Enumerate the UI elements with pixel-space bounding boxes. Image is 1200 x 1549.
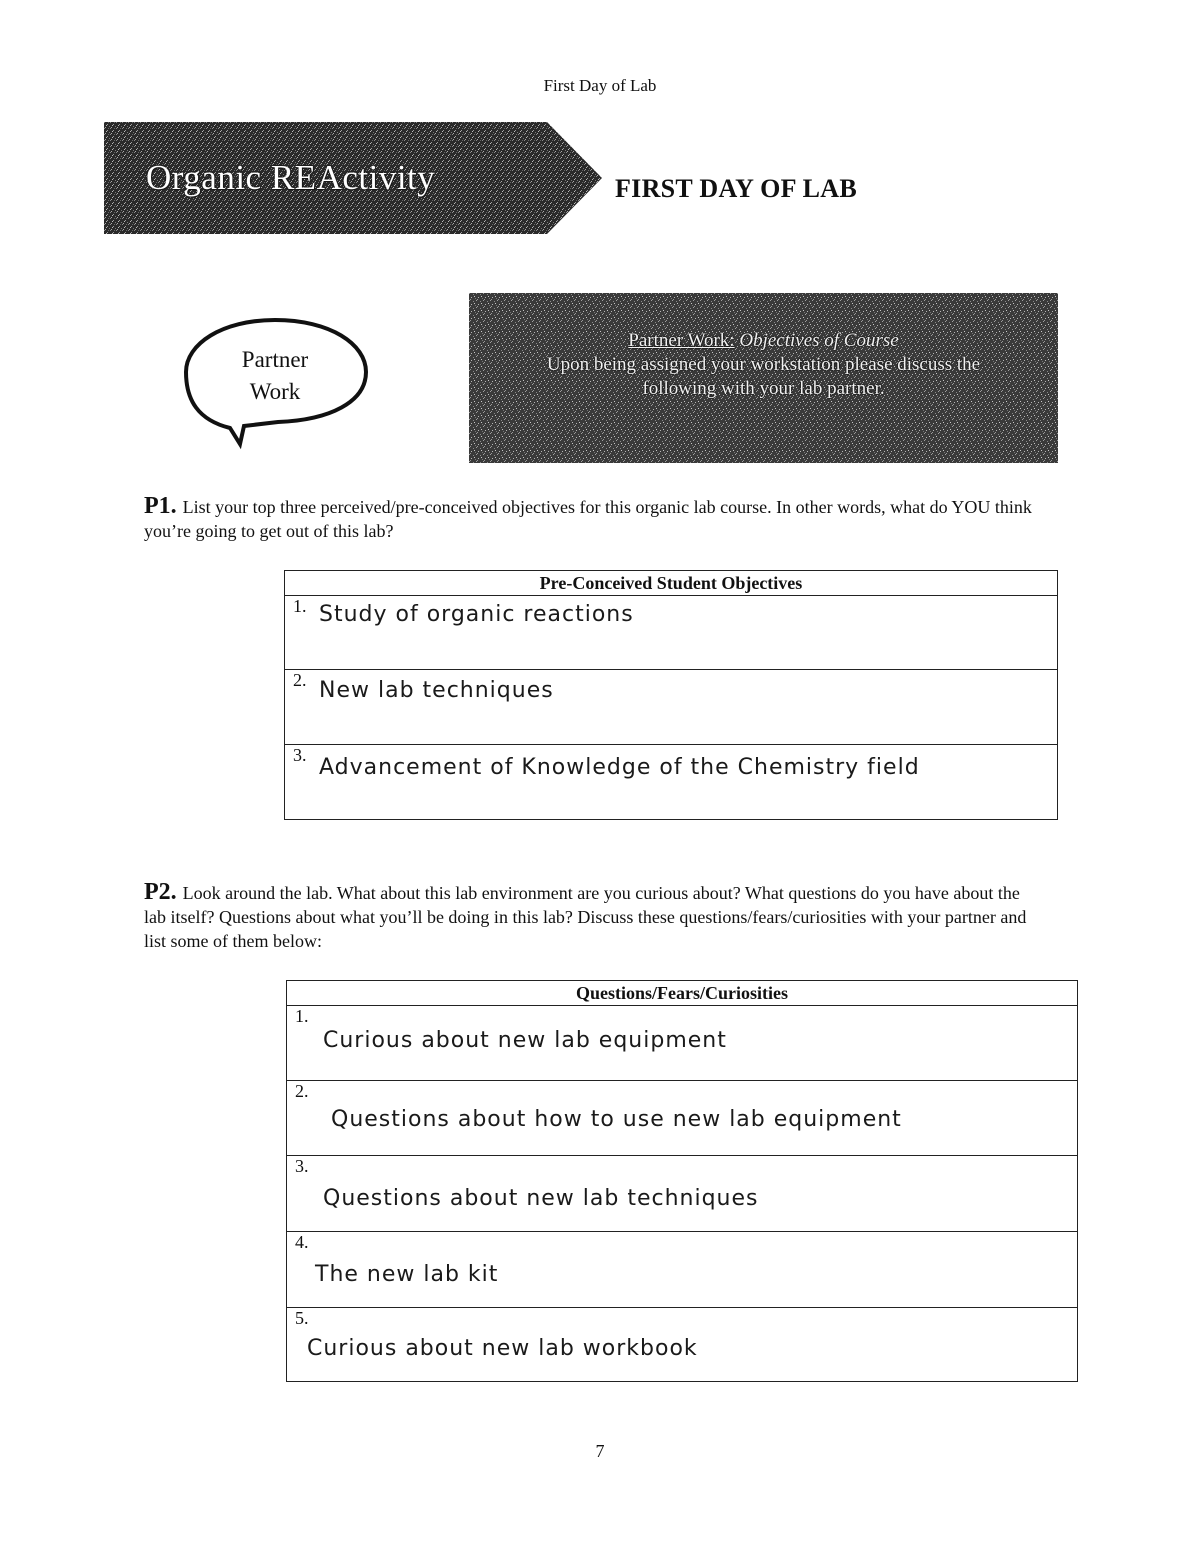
section-title: FIRST DAY OF LAB <box>615 174 857 203</box>
handwritten-answer: Questions about new lab techniques <box>323 1186 759 1211</box>
row-number: 1. <box>295 1006 309 1026</box>
row-number: 1. <box>293 596 307 616</box>
questions-table <box>286 980 1078 1382</box>
table-row <box>287 1232 1077 1307</box>
table-row <box>287 1081 1077 1155</box>
prompt-p2-number: P2. <box>144 879 177 905</box>
row-number: 3. <box>293 745 307 765</box>
table-row <box>285 745 1057 819</box>
table-row <box>287 1006 1077 1080</box>
prompt-p1-text: List your top three perceived/pre-conceived objectives for this organic lab course. In other words, what do YOU think you’re going to get out of this lab? <box>144 497 1032 541</box>
banner-arrow <box>104 122 604 234</box>
partner-work-bubble <box>180 316 375 451</box>
questions-table-header: Questions/Fears/Curiosities <box>287 981 1078 1006</box>
table-row <box>287 1156 1077 1231</box>
notice-heading-label: Partner Work: <box>628 330 735 351</box>
handwritten-answer: Curious about new lab workbook <box>307 1336 698 1361</box>
page-header-title: First Day of Lab <box>543 76 657 95</box>
banner-title: Organic REActivity <box>146 158 436 197</box>
handwritten-answer: New lab techniques <box>319 678 554 703</box>
bubble-line-1: Partner <box>241 347 309 372</box>
handwritten-answer: Study of organic reactions <box>319 602 634 627</box>
prompt-p2 <box>144 880 1044 953</box>
objectives-table <box>284 570 1058 820</box>
handwritten-answer: The new lab kit <box>315 1262 499 1287</box>
prompt-p1 <box>144 494 1044 543</box>
partner-work-notice <box>469 293 1058 463</box>
row-number: 5. <box>295 1308 309 1328</box>
row-number: 4. <box>295 1232 309 1252</box>
row-number: 2. <box>295 1081 309 1101</box>
prompt-p2-text: Look around the lab. What about this lab environment are you curious about? What questions do you have about the lab itself? Questions about what you’ll be doing in this lab? Discuss these questions/fears/curiosities with your partner and list some of them below: <box>144 883 1027 951</box>
page-number: 7 <box>595 1441 605 1461</box>
notice-heading <box>469 329 1058 353</box>
objectives-table-header: Pre-Conceived Student Objectives <box>285 571 1058 596</box>
handwritten-answer: Advancement of Knowledge of the Chemistry field <box>319 755 920 780</box>
notice-heading-topic: Objectives of Course <box>739 330 899 351</box>
handwritten-answer: Questions about how to use new lab equipment <box>331 1107 902 1132</box>
table-row <box>285 670 1057 744</box>
notice-line-3: following with your lab partner. <box>642 378 885 399</box>
notice-line-2: Upon being assigned your workstation please discuss the <box>546 354 981 375</box>
notice-text <box>469 329 1058 401</box>
prompt-p1-number: P1. <box>144 493 177 519</box>
bubble-label <box>180 344 370 408</box>
row-number: 2. <box>293 670 307 690</box>
handwritten-answer: Curious about new lab equipment <box>323 1028 727 1053</box>
bubble-line-2: Work <box>249 379 301 404</box>
row-number: 3. <box>295 1156 309 1176</box>
table-row <box>285 596 1057 669</box>
table-row <box>287 1308 1077 1381</box>
